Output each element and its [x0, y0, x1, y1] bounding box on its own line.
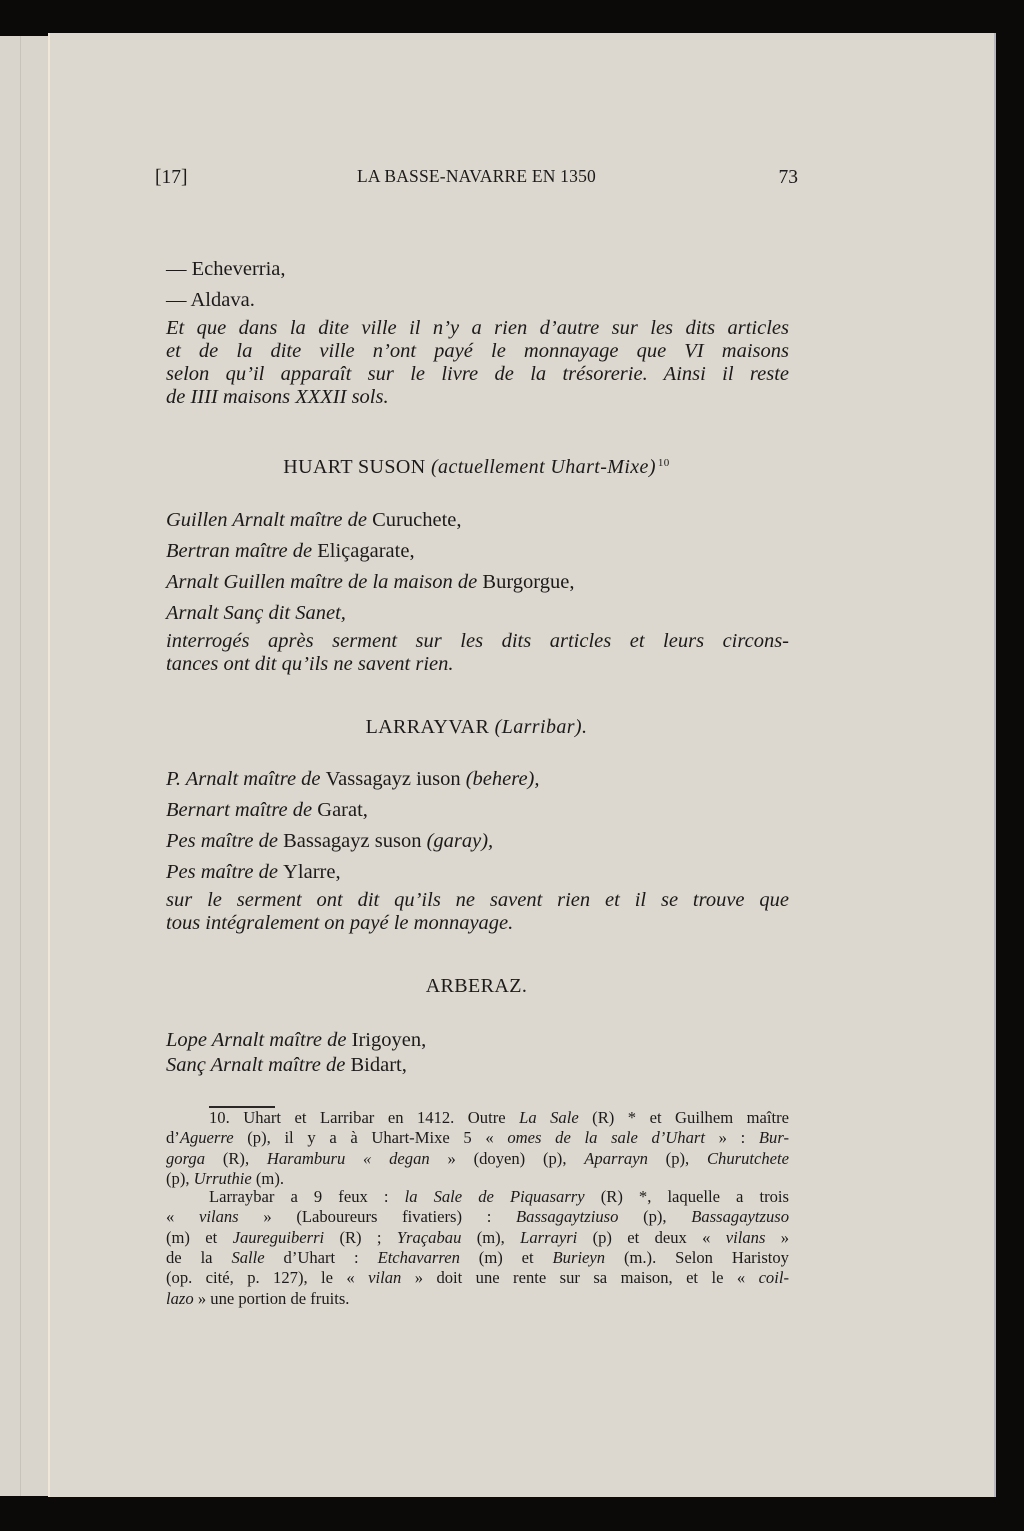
list-item: — Aldava.: [166, 289, 255, 311]
entry-house: Curuchete,: [372, 509, 462, 531]
paragraph-line: tances ont dit qu’ils ne savent rien.: [166, 653, 454, 675]
footnote-text: 10. Uhart et Larribar en 1412. Outre: [209, 1108, 520, 1127]
entry-line: [166, 831, 493, 852]
footnote-text: » une portion de fruits.: [193, 1288, 350, 1308]
footnote-text: (R) * et Guilhem maître: [578, 1108, 790, 1127]
entry-house: Eliçagarate,: [317, 540, 415, 562]
footnote-text: Larraybar a 9 feux :: [209, 1187, 405, 1206]
footnote-text: (p) et deux «: [577, 1227, 726, 1247]
paragraph-line: et de la dite ville n’ont payé le monnayage que VI maisons: [166, 340, 789, 362]
entry-house: Burgorgue,: [482, 571, 575, 593]
running-head-title: LA BASSE-NAVARRE EN 1350: [357, 166, 596, 186]
footnote-italic-text: Bassagaytziuso: [516, 1207, 619, 1227]
footnote-italic-text: Haramburu « degan: [266, 1148, 430, 1168]
footnote-text: » doit une rente sur sa maison, et le «: [401, 1268, 759, 1288]
entry-line: [166, 541, 415, 562]
entry-person: Pes maître de: [166, 861, 278, 883]
entry-house: Bassagayz suson: [283, 830, 422, 852]
footnote-italic-text: omes de la sale d’Uhart: [507, 1128, 705, 1148]
entry-person: Bertran maître de: [166, 540, 313, 562]
footnote-text: (p),: [166, 1168, 194, 1188]
entry-person: Bernart maître de: [166, 799, 313, 821]
paragraph-line: interrogés après serment sur les dits articles et leurs circons-: [166, 630, 789, 652]
footnote-text: (R) *, laquelle a trois: [584, 1187, 789, 1206]
footnote-text: de la: [166, 1247, 232, 1267]
entry-person: Arnalt Sanç dit Sanet,: [166, 602, 346, 624]
footnote-italic-text: Aparrayn: [584, 1148, 648, 1168]
entry-house: Ylarre,: [283, 861, 341, 883]
footnote-italic-text: lazo: [166, 1288, 194, 1308]
entry-line: [166, 769, 540, 790]
footnote-italic-text: Churutchete: [706, 1148, 790, 1168]
paragraph-line: tous intégralement on payé le monnayage.: [166, 912, 514, 934]
footnote-text: d’: [166, 1128, 180, 1148]
footnote-italic-text: Urruthie: [193, 1168, 252, 1188]
footnote-italic-text: La Sale: [519, 1108, 579, 1127]
footnote-italic-text: Aguerre: [179, 1128, 234, 1148]
section-heading-title: LARRAYVAR: [365, 716, 490, 738]
footnote-ref[interactable]: 10: [657, 457, 670, 469]
footnote-italic-text: Burieyn: [552, 1247, 606, 1267]
footnote-line: [209, 1110, 789, 1127]
entry-house: Vassagayz iuson: [325, 768, 461, 790]
facing-page-edge: [0, 36, 49, 1496]
footnote-italic-text: Yraçabau: [396, 1227, 462, 1247]
footnote-italic-text: Larrayri: [520, 1227, 578, 1247]
footnote-text: (m) et: [166, 1227, 233, 1247]
footnote-line: [166, 1270, 789, 1287]
footnote-line: [166, 1148, 790, 1168]
entry-person: Guillen Arnalt maître de: [166, 509, 367, 531]
entry-person: Sanç Arnalt maître de: [166, 1054, 346, 1076]
footnote-text: (m.). Selon Haristoy: [605, 1247, 789, 1267]
footnote-italic-text: vilan: [368, 1268, 402, 1288]
entry-line: [166, 510, 462, 531]
entry-house: Bidart,: [350, 1054, 407, 1076]
footnote-text: «: [166, 1207, 199, 1227]
footnote-text: »: [765, 1227, 790, 1247]
footnote-line: [209, 1189, 789, 1206]
footnote-italic-text: vilans: [725, 1227, 766, 1247]
running-head-section: [17]: [155, 167, 188, 188]
footnote-text: (m),: [461, 1227, 521, 1247]
footnote-text: (p),: [647, 1148, 707, 1168]
section-heading: [155, 457, 798, 477]
footnote-text: » (doyen) (p),: [429, 1148, 585, 1168]
section-heading: [155, 976, 798, 996]
section-heading-note: (Larribar).: [494, 716, 588, 738]
paragraph-line: selon qu’il apparaît sur le livre de la trésorerie. Ainsi il reste: [166, 363, 789, 385]
page-spine-edge: [48, 33, 50, 1497]
footnote-line: [166, 1168, 789, 1188]
entry-line: [166, 800, 368, 821]
footnote-italic-text: Etchavarren: [377, 1247, 460, 1267]
footnote-line: [166, 1247, 789, 1267]
section-heading-title: HUART SUSON: [283, 456, 426, 478]
footnote-text: (R) ;: [324, 1227, 397, 1247]
footnote-italic-text: Jaureguiberri: [232, 1227, 325, 1247]
list-item: — Echeverria,: [166, 258, 286, 280]
entry-person: Lope Arnalt maître de: [166, 1029, 347, 1051]
footnote-line: [166, 1209, 789, 1226]
footnote-italic-text: gorga: [166, 1148, 206, 1168]
footnote-italic-text: vilans: [199, 1207, 239, 1227]
facing-page-crease: [6, 36, 21, 1496]
entry-person: P. Arnalt maître de: [166, 768, 321, 790]
footnote-italic-text: coil-: [758, 1268, 789, 1288]
entry-line: [166, 1030, 426, 1051]
footnote-text: (p), il y a à Uhart-Mixe 5 «: [233, 1128, 508, 1148]
footnote-text: (op. cité, p. 127), le «: [166, 1268, 369, 1288]
footnote-text: d’Uhart :: [264, 1247, 378, 1267]
paragraph-line: de IIII maisons XXXII sols.: [166, 386, 389, 408]
footnote-italic-text: Bassagaytzuso: [691, 1207, 790, 1227]
entry-note: (garay),: [426, 830, 494, 852]
footnote-text: (R),: [205, 1148, 267, 1168]
entry-house: Irigoyen,: [351, 1029, 427, 1051]
entry-line: [166, 572, 574, 593]
footnote-italic-text: la Sale de Piquasarry: [404, 1187, 585, 1206]
footnote-line: [166, 1227, 790, 1247]
entry-person: Pes maître de: [166, 830, 278, 852]
footnote-text: » :: [704, 1128, 759, 1148]
entry-line: [166, 1055, 407, 1076]
section-heading-title: ARBERAZ.: [425, 975, 528, 997]
entry-line: [166, 603, 346, 624]
footnote-text: » (Laboureurs fivatiers) :: [238, 1207, 517, 1227]
footnote-line: [166, 1288, 789, 1308]
entry-note: (behere),: [465, 768, 540, 790]
paragraph-line: Et que dans la dite ville il n’y a rien d’autre sur les dits articles: [166, 317, 789, 339]
section-heading: [155, 717, 798, 737]
footnote-italic-text: Salle: [231, 1247, 265, 1267]
footnote-text: (p),: [618, 1207, 692, 1227]
entry-house: Garat,: [317, 799, 368, 821]
paragraph-line: sur le serment ont dit qu’ils ne savent rien et il se trouve que: [166, 889, 789, 911]
footnote-text: (m).: [251, 1168, 284, 1188]
footnote-line: [166, 1130, 789, 1147]
entry-line: [166, 862, 341, 883]
page-number: 73: [778, 167, 798, 188]
section-heading-note: (actuellement Uhart-Mixe): [430, 456, 656, 478]
footnote-italic-text: Bur-: [758, 1128, 790, 1148]
entry-person: Arnalt Guillen maître de la maison de: [166, 571, 478, 593]
footnote-text: (m) et: [459, 1247, 553, 1267]
